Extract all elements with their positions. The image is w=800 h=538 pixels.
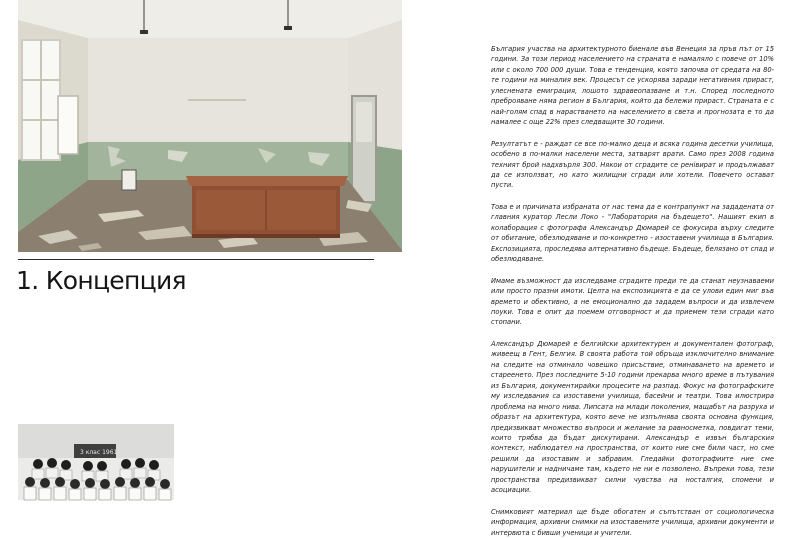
class-photo [18, 424, 174, 500]
paragraph: Това е и причината избраната от нас тема да е контрапункт на зададената от главния куратор Лесли Локо - "Лаборатория на бъдещето". Нашият екип в колаборация с фотографа Александър Дюмарей се фокусира върху следите от обитание, обезлюдяване и по-конкретно - изоставени училища в България. Експозицията, проследява алтернативно бъдеще. Бъдеще, белязано от спад и обезлюдяване. [491, 202, 774, 264]
heading-rule [18, 259, 374, 260]
classroom-photo-image [18, 0, 402, 252]
section-heading: 1. Концепция [16, 266, 186, 295]
paragraph: Снимковият материал ще бъде обогатен и съпътстван от социологическа информация, архивни снимки на изоставените училища, архивни документи и интервюта с бивши ученици и учители. [491, 507, 774, 537]
body-text-column [491, 44, 774, 537]
paragraph: България участва на архитектурното биенале във Венеция за пръв път от 15 години. За този период населението на страната е намаляло с повече от 10% или с около 700 000 души. Това е тенденция, която започва от средата на 80-те години на миналия век. Процесът се ускорява заради негативния прираст, улеснената емиграция, лошото здравеопазване и т.н. Според последното преброяване няма регион в България, който да бележи прираст. Страната е с най-голям спад в нарастването на населението в света и прогнозата е то да намалее с още 22% през следващите 30 години. [491, 45, 774, 127]
paragraph: Имаме възможност да изследваме сградите преди те да станат неузнаваеми или просто празни имоти. Целта на експозицията е да се улови един миг във времето и обективно, а не емоционално да зададем въпроси и да извлечем поуки. Това е опит да поемем отговорност и да приемем тези сгради като стопани. [491, 276, 774, 327]
class-photo-image [18, 424, 174, 500]
paragraph: Александър Дюмарей е белгийски архитектурен и документален фотограф, живеещ в Гент, Белгия. В своята работа той обръща изключително внимание на следите на отминало човешко присъствие, отминаването на времето и стареенето. През последните 5-10 години прекарва много време в пътувания из България, документирайки процесите на разпад. Фокус на фотографските му изследвания са изоставени училища, басейни и театри. Това илюстрира проблема на много нива. Липсата на млади поколения, мащабът на разруха и образът на архитектура, която вече не изпълнява своята основна функция, предизвикват множество въпроси и желание за равносметка, повдигат теми, които трябва да бъдат дискутирани. Александър е извън българския контекст, наблюдател на пространства, от които ние сме били част, но сме решили да изоставим и забравим. Гледайки фотографиите ние сме нарушители и надничаме там, където не ни е позволено. Въпреки това, тези пространства предизвикват силни чувства на носталгия, спомени и асоциации. [491, 339, 774, 495]
classroom-photo [18, 0, 402, 252]
board-text: 3 клас 1961 [80, 449, 118, 456]
paragraph: Резултатът е - раждат се все по-малко деца и всяка година десетки училища, особено в по-малки населени места, затварят врати. Само през 2008 година техният брой надхвърля 300. Някои от сградите се ренівират и продължават да се използват, но като жилищни сгради или хотели. Повечето остават пусти. [491, 139, 774, 190]
